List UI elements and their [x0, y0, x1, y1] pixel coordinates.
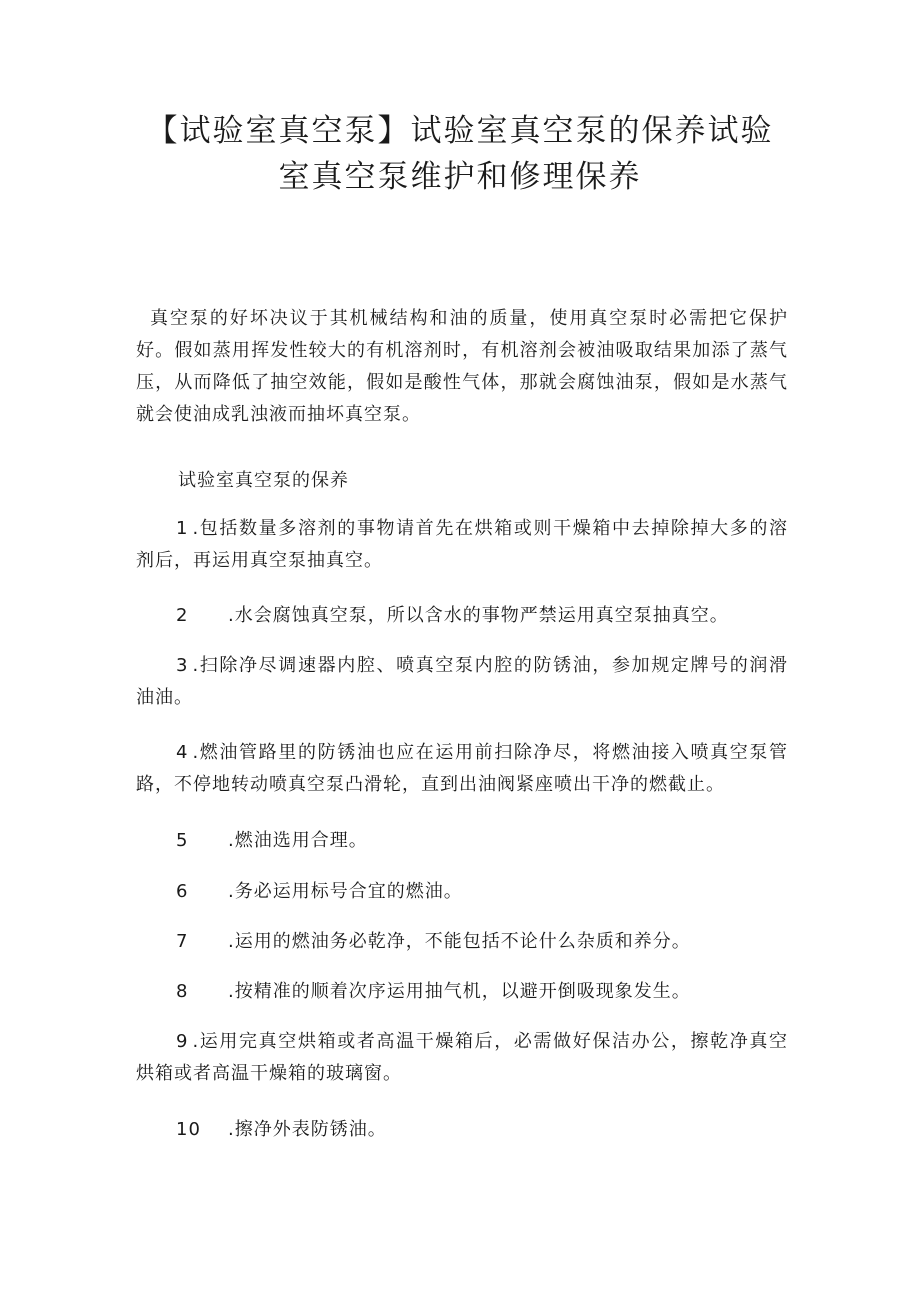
list-item-number: 4 [176, 742, 189, 763]
list-item [136, 976, 788, 1008]
list-item [136, 513, 788, 577]
list-item [136, 737, 788, 801]
list-item-number: 6 [176, 881, 189, 902]
list-item-number: 5 [176, 830, 189, 851]
list-item [136, 600, 788, 632]
list-item-text: .扫除净尽调速器内腔、喷真空泵内腔的防锈油，参加规定牌号的润滑油油。 [136, 655, 788, 708]
list-item-text: .运用完真空烘箱或者高温干燥箱后，必需做好保洁办公，擦乾净真空烘箱或者高温干燥箱的玻璃窗。 [136, 1031, 788, 1084]
list-item [136, 650, 788, 714]
list-item-text: .水会腐蚀真空泵，所以含水的事物严禁运用真空泵抽真空。 [228, 605, 729, 626]
list-item [136, 926, 788, 958]
list-item-number: 7 [176, 931, 189, 952]
list-item [136, 1114, 788, 1146]
list-item-text: .按精准的顺着次序运用抽气机，以避开倒吸现象发生。 [228, 981, 691, 1002]
list-item-number: 2 [176, 605, 189, 626]
list-item-number: 3 [176, 655, 189, 676]
list-item-text: .包括数量多溶剂的事物请首先在烘箱或则干燥箱中去掉除掉大多的溶剂后，再运用真空泵抽真空。 [136, 518, 788, 571]
list-item-number: 9 [176, 1031, 189, 1052]
document-title [120, 108, 800, 200]
list-item [136, 876, 788, 908]
title-line-2: 室真空泵维护和修理保养 [278, 159, 642, 195]
section-heading: 试验室真空泵的保养 [178, 470, 349, 491]
list-item-text: .燃油管路里的防锈油也应在运用前扫除净尽，将燃油接入喷真空泵管路，不停地转动喷真空泵凸滑轮，直到出油阀紧座喷出干净的燃截止。 [136, 742, 788, 795]
list-item-text: .擦净外表防锈油。 [228, 1119, 387, 1140]
list-item [136, 825, 788, 857]
list-item-number: 1 [176, 518, 189, 539]
list-item [136, 1026, 788, 1090]
list-item-text: .运用的燃油务必乾净，不能包括不论什么杂质和养分。 [228, 931, 691, 952]
list-item-number: 8 [176, 981, 189, 1002]
intro-paragraph: 真空泵的好坏决议于其机械结构和油的质量，使用真空泵时必需把它保护好。假如蒸用挥发性较大的有机溶剂时，有机溶剂会被油吸取结果加添了蒸气压，从而降低了抽空效能，假如是酸性气体，那就会腐蚀油泵，假如是水蒸气就会使油成乳浊液而抽坏真空泵。 [136, 308, 788, 425]
list-item-text: .务必运用标号合宜的燃油。 [228, 881, 463, 902]
list-item-number: 10 [176, 1119, 201, 1140]
title-line-1: 【试验室真空泵】试验室真空泵的保养试验 [146, 113, 774, 149]
list-item-text: .燃油选用合理。 [228, 830, 368, 851]
